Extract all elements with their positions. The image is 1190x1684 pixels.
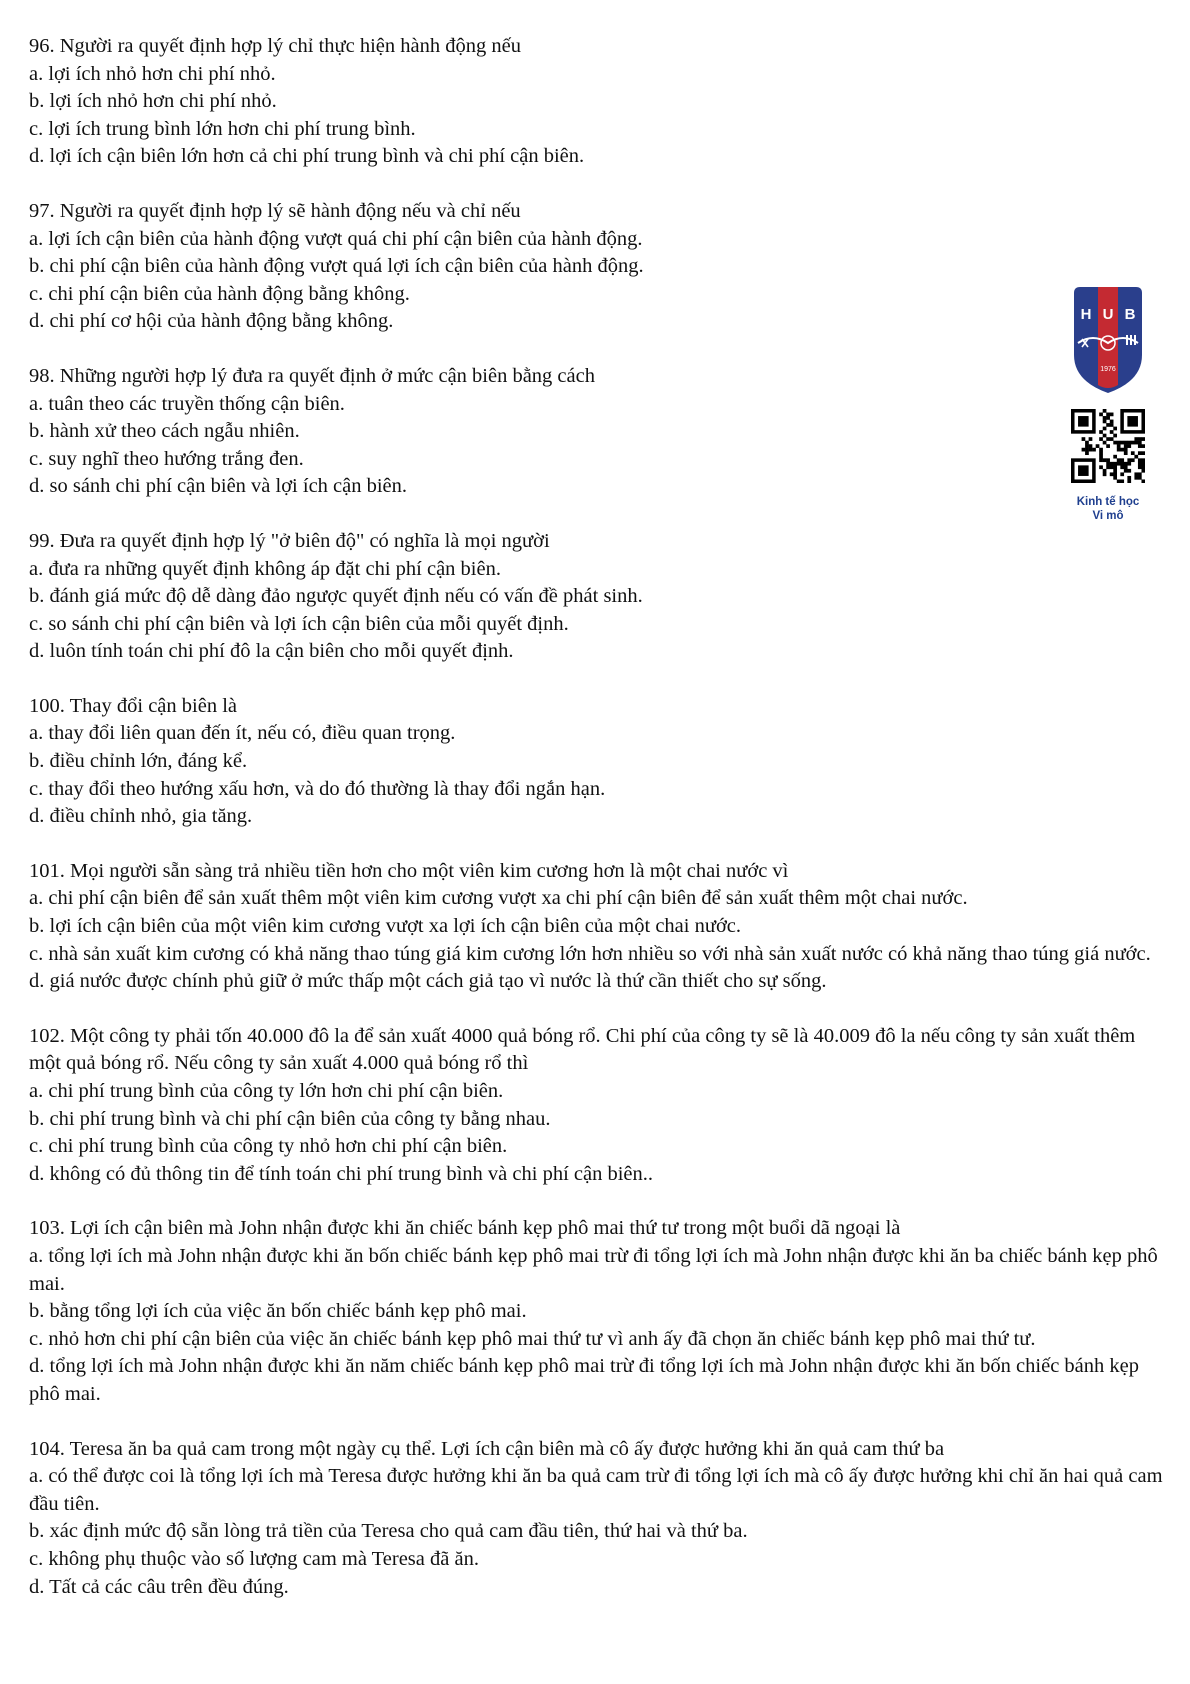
question-104 xyxy=(29,1436,1169,1602)
option-b: b. lợi ích cận biên của một viên kim cương vượt xa lợi ích cận biên của một chai nước. xyxy=(29,915,742,938)
logo-year: 1976 xyxy=(1100,366,1116,373)
option-a: a. chi phí trung bình của công ty lớn hơn chi phí cận biên. xyxy=(29,1080,504,1102)
option-b: b. chi phí trung bình và chi phí cận biên của công ty bằng nhau. xyxy=(29,1107,551,1130)
question-stem: 100. Thay đổi cận biên là xyxy=(29,694,237,717)
option-a: a. tổng lợi ích mà John nhận được khi ăn bốn chiếc bánh kẹp phô mai trừ đi tổng lợi ích mà John nhận được khi ăn ba chiếc bánh kẹp phô mai. xyxy=(29,1244,1158,1295)
question-stem: 97. Người ra quyết định hợp lý sẽ hành động nếu và chỉ nếu xyxy=(29,199,521,222)
question-98 xyxy=(29,363,1029,501)
logo-letter-h: H xyxy=(1080,306,1092,323)
option-d: d. không có đủ thông tin để tính toán chi phí trung bình và chi phí cận biên.. xyxy=(29,1162,654,1185)
option-b: b. bằng tổng lợi ích của việc ăn bốn chiếc bánh kẹp phô mai. xyxy=(29,1300,527,1323)
hub-shield-logo xyxy=(1068,285,1148,395)
option-b: b. xác định mức độ sẵn lòng trả tiền của Teresa cho quả cam đầu tiên, thứ hai và thứ ba. xyxy=(29,1520,748,1543)
question-stem: 102. Một công ty phải tốn 40.000 đô la để sản xuất 4000 quả bóng rổ. Chi phí của công ty sẽ là 40.009 đô la nếu công ty sản xuất thêm một quả bóng rổ. Nếu công ty sản xuất 4.000 quả bóng rổ thì xyxy=(29,1024,1136,1075)
option-b: b. điều chỉnh lớn, đáng kể. xyxy=(29,750,248,773)
option-c: c. nhà sản xuất kim cương có khả năng thao túng giá kim cương lớn hơn nhiều so với nhà sản xuất nước có khả năng thao túng giá nước. xyxy=(29,942,1151,965)
question-stem: 98. Những người hợp lý đưa ra quyết định ở mức cận biên bằng cách xyxy=(29,364,595,387)
option-a: a. lợi ích cận biên của hành động vượt quá chi phí cận biên của hành động. xyxy=(29,227,643,250)
option-d: d. tổng lợi ích mà John nhận được khi ăn năm chiếc bánh kẹp phô mai trừ đi tổng lợi ích mà John nhận được khi ăn bốn chiếc bánh kẹp phô mai. xyxy=(29,1355,1139,1405)
question-stem: 99. Đưa ra quyết định hợp lý "ở biên độ" có nghĩa là mọi người xyxy=(29,529,550,552)
option-c: c. thay đổi theo hướng xấu hơn, và do đó thường là thay đổi ngắn hạn. xyxy=(29,777,606,800)
option-c: c. nhỏ hơn chi phí cận biên của việc ăn chiếc bánh kẹp phô mai thứ tư vì anh ấy đã chọn ăn chiếc bánh kẹp phô mai thứ tư. xyxy=(29,1327,1036,1350)
question-stem: 104. Teresa ăn ba quả cam trong một ngày cụ thể. Lợi ích cận biên mà cô ấy được hưởng khi ăn quả cam thứ ba xyxy=(29,1437,945,1460)
option-b: b. chi phí cận biên của hành động vượt quá lợi ích cận biên của hành động. xyxy=(29,255,644,278)
option-c: c. không phụ thuộc vào số lượng cam mà Teresa đã ăn. xyxy=(29,1547,479,1570)
option-d: d. điều chỉnh nhỏ, gia tăng. xyxy=(29,805,253,828)
hub-logo-block xyxy=(1068,285,1148,523)
question-99 xyxy=(29,528,1029,666)
option-c: c. chi phí cận biên của hành động bằng không. xyxy=(29,282,410,305)
option-a: a. thay đổi liên quan đến ít, nếu có, điều quan trọng. xyxy=(29,722,456,745)
option-a: a. chi phí cận biên để sản xuất thêm một viên kim cương vượt xa chi phí cận biên để sản xuất thêm một chai nước. xyxy=(29,887,968,910)
option-a: a. lợi ích nhỏ hơn chi phí nhỏ. xyxy=(29,62,276,85)
option-d: d. giá nước được chính phủ giữ ở mức thấp một cách giả tạo vì nước là thứ cần thiết cho sự sống. xyxy=(29,970,827,993)
logo-caption xyxy=(1068,495,1148,523)
question-103 xyxy=(29,1215,1169,1408)
qr-code xyxy=(1071,409,1145,483)
question-97 xyxy=(29,198,1029,336)
option-a: a. tuân theo các truyền thống cận biên. xyxy=(29,392,345,415)
question-100 xyxy=(29,693,1169,831)
option-b: b. đánh giá mức độ dễ dàng đảo ngược quyết định nếu có vấn đề phát sinh. xyxy=(29,585,643,608)
caption-line-1: Kinh tế học xyxy=(1076,496,1140,508)
question-96 xyxy=(29,33,1029,171)
shield-graphic xyxy=(1068,285,1148,395)
option-a: a. có thể được coi là tổng lợi ích mà Teresa được hưởng khi ăn ba quả cam trừ đi tổng lợi ích mà cô ấy được hưởng khi chỉ ăn hai quả cam đầu tiên. xyxy=(29,1465,1163,1515)
question-102 xyxy=(29,1023,1169,1189)
option-d: d. Tất cả các câu trên đều đúng. xyxy=(29,1575,289,1598)
option-a: a. đưa ra những quyết định không áp đặt chi phí cận biên. xyxy=(29,557,501,580)
option-b: b. lợi ích nhỏ hơn chi phí nhỏ. xyxy=(29,90,277,113)
option-c: c. suy nghĩ theo hướng trắng đen. xyxy=(29,447,304,470)
option-d: d. luôn tính toán chi phí đô la cận biên cho mỗi quyết định. xyxy=(29,640,514,663)
question-101 xyxy=(29,858,1169,996)
caption-line-2: Vi mô xyxy=(1092,510,1124,522)
option-d: d. chi phí cơ hội của hành động bằng không. xyxy=(29,310,394,333)
option-d: d. so sánh chi phí cận biên và lợi ích cận biên. xyxy=(29,475,408,498)
logo-letter-b: B xyxy=(1124,306,1136,323)
logo-letter-u: U xyxy=(1102,306,1114,323)
option-b: b. hành xử theo cách ngẫu nhiên. xyxy=(29,420,300,443)
option-c: c. so sánh chi phí cận biên và lợi ích cận biên của mỗi quyết định. xyxy=(29,612,569,635)
option-c: c. chi phí trung bình của công ty nhỏ hơn chi phí cận biên. xyxy=(29,1135,508,1158)
option-c: c. lợi ích trung bình lớn hơn chi phí trung bình. xyxy=(29,117,416,140)
question-stem: 96. Người ra quyết định hợp lý chỉ thực hiện hành động nếu xyxy=(29,35,521,57)
question-stem: 101. Mọi người sẵn sàng trả nhiều tiền hơn cho một viên kim cương hơn là một chai nước vì xyxy=(29,859,789,882)
question-stem: 103. Lợi ích cận biên mà John nhận được khi ăn chiếc bánh kẹp phô mai thứ tư trong một buổi dã ngoại là xyxy=(29,1217,901,1240)
document-body xyxy=(29,33,1169,1628)
option-d: d. lợi ích cận biên lớn hơn cả chi phí trung bình và chi phí cận biên. xyxy=(29,145,585,168)
